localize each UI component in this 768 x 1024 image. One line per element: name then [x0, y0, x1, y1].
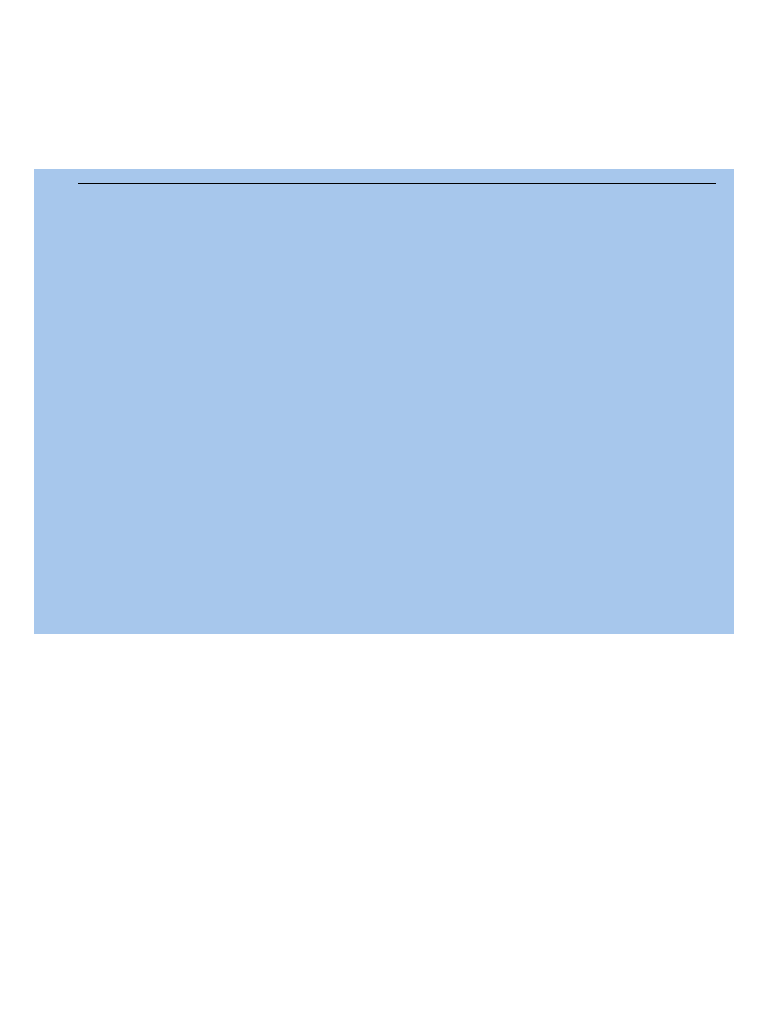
group-assets: [78, 183, 386, 197]
ledger-sheet: [34, 169, 734, 634]
group-equity: [518, 183, 716, 197]
ledger-table: [34, 169, 716, 197]
group-liabilities: [386, 183, 518, 197]
sheet-title: [34, 169, 716, 183]
class-row: [240, 125, 540, 140]
student-name-row: [240, 110, 540, 125]
header-block: [240, 110, 540, 155]
problem-row: [240, 140, 540, 155]
title-row: [34, 169, 716, 183]
group-row: [34, 183, 716, 197]
